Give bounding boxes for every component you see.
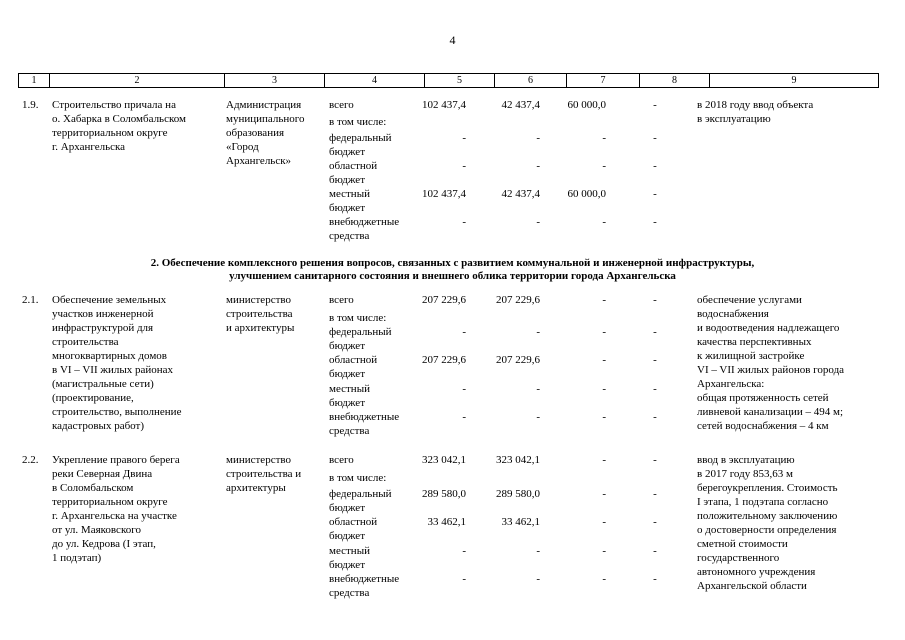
value-col8: -: [653, 573, 657, 585]
funding-source-line: местный: [329, 383, 370, 395]
funding-source-line: в том числе:: [329, 472, 387, 484]
measure-name-line: в Соломбальском: [52, 482, 134, 494]
measure-name-line: г. Архангельска: [52, 141, 126, 153]
expected-result-line: автономного учреждения: [697, 566, 816, 578]
value-col6: -: [536, 411, 540, 423]
value-col6: 33 462,1: [501, 516, 540, 528]
value-col7: 60 000,0: [567, 188, 606, 200]
expected-result-line: ливневой канализации – 494 м;: [697, 406, 844, 418]
value-col7: -: [602, 488, 606, 500]
measure-name-line: от ул. Маяковского: [52, 524, 141, 536]
expected-result-line: в 2017 году 853,63 м: [697, 468, 793, 480]
col-header: 4: [324, 74, 424, 87]
expected-result-line: в 2018 году ввод объекта: [697, 99, 814, 111]
col-header: 2: [49, 74, 224, 87]
expected-result-line: сметной стоимости: [697, 538, 788, 550]
value-col5: -: [462, 573, 466, 585]
measure-name-line: Укрепление правого берега: [52, 454, 180, 466]
value-col7: -: [602, 545, 606, 557]
funding-source-line: местный: [329, 188, 370, 200]
value-col5: -: [462, 216, 466, 228]
expected-result-line: в эксплуатацию: [697, 113, 771, 125]
funding-source-line: федеральный: [329, 326, 392, 338]
value-col8: -: [653, 99, 657, 111]
value-col7: -: [602, 216, 606, 228]
value-col7: -: [602, 160, 606, 172]
value-col6: -: [536, 573, 540, 585]
responsible-org-line: и архитектуры: [226, 322, 295, 334]
col-header: 5: [424, 74, 494, 87]
row-number: 1.9.: [22, 99, 39, 111]
value-col6: 42 437,4: [501, 99, 540, 111]
funding-source-line: в том числе:: [329, 312, 387, 324]
funding-source-line: бюджет: [329, 368, 365, 380]
measure-name-line: кадастровых работ): [52, 420, 145, 432]
funding-source-line: бюджет: [329, 397, 365, 409]
value-col5: -: [462, 545, 466, 557]
funding-source-line: всего: [329, 454, 354, 466]
col-header: 8: [639, 74, 709, 87]
row-number: 2.2.: [22, 454, 39, 466]
funding-source-line: федеральный: [329, 132, 392, 144]
measure-name-line: 1 подэтап): [52, 552, 102, 564]
expected-result-line: берегоукрепления. Стоимость: [697, 482, 838, 494]
expected-result-line: качества перспективных: [697, 336, 812, 348]
expected-result-line: к жилищной застройке: [697, 350, 805, 362]
measure-name-line: строительство, выполнение: [52, 406, 182, 418]
value-col8: -: [653, 454, 657, 466]
measure-name-line: Обеспечение земельных: [52, 294, 167, 306]
value-col6: 289 580,0: [496, 488, 540, 500]
responsible-org-line: муниципального: [226, 113, 305, 125]
col-header: 3: [224, 74, 324, 87]
funding-source-line: местный: [329, 545, 370, 557]
value-col6: -: [536, 383, 540, 395]
value-col8: -: [653, 516, 657, 528]
responsible-org-line: министерство: [226, 454, 292, 466]
responsible-org-line: «Город: [226, 141, 259, 153]
expected-result-line: общая протяженность сетей: [697, 392, 829, 404]
funding-source-line: бюджет: [329, 559, 365, 571]
value-col7: -: [602, 354, 606, 366]
value-col5: 323 042,1: [422, 454, 466, 466]
value-col7: -: [602, 454, 606, 466]
measure-name-line: (проектирование,: [52, 392, 134, 404]
value-col6: -: [536, 545, 540, 557]
responsible-org-line: Администрация: [226, 99, 302, 111]
measure-name-line: участков инженерной: [52, 308, 154, 320]
col-header: 9: [709, 74, 878, 87]
funding-source-line: всего: [329, 294, 354, 306]
value-col8: -: [653, 132, 657, 144]
value-col8: -: [653, 488, 657, 500]
value-col8: -: [653, 294, 657, 306]
measure-name-line: территориальном округе: [52, 496, 168, 508]
funding-source-line: внебюджетные: [329, 411, 400, 423]
value-col8: -: [653, 383, 657, 395]
expected-result-line: водоснабжения: [697, 308, 769, 320]
value-col8: -: [653, 545, 657, 557]
measure-name-line: реки Северная Двина: [52, 468, 153, 480]
expected-result-line: сетей водоснабжения – 4 км: [697, 420, 829, 432]
expected-result-line: положительному заключению: [697, 510, 838, 522]
measure-name-line: до ул. Кедрова (I этап,: [52, 538, 156, 550]
value-col5: 102 437,4: [422, 188, 466, 200]
measure-name-line: Строительство причала на: [52, 99, 176, 111]
value-col8: -: [653, 160, 657, 172]
funding-source-line: бюджет: [329, 202, 365, 214]
expected-result-line: VI – VII жилых районов города: [697, 364, 845, 376]
expected-result-line: о достоверности определения: [697, 524, 837, 536]
responsible-org-line: Архангельск»: [226, 155, 292, 167]
value-col8: -: [653, 216, 657, 228]
funding-source-line: областной: [329, 160, 378, 172]
funding-source-line: средства: [329, 425, 370, 437]
funding-source-line: федеральный: [329, 488, 392, 500]
expected-result-line: I этапа, 1 подэтапа согласно: [697, 496, 829, 508]
measure-name-line: в VI – VII жилых районах: [52, 364, 174, 376]
value-col6: -: [536, 132, 540, 144]
measure-name-line: (магистральные сети): [52, 378, 154, 390]
value-col8: -: [653, 354, 657, 366]
measure-name-line: многоквартирных домов: [52, 350, 167, 362]
value-col7: 60 000,0: [567, 99, 606, 111]
expected-result-line: Архангельской области: [697, 580, 807, 592]
value-col7: -: [602, 326, 606, 338]
funding-source-line: бюджет: [329, 340, 365, 352]
responsible-org-line: строительства: [226, 308, 293, 320]
value-col6: 207 229,6: [496, 354, 540, 366]
funding-source-line: бюджет: [329, 146, 365, 158]
value-col6: -: [536, 160, 540, 172]
measure-name-line: территориальном округе: [52, 127, 168, 139]
col-header: 1: [31, 75, 37, 86]
expected-result-line: ввод в эксплуатацию: [697, 454, 795, 466]
measure-name-line: инфраструктурой для: [52, 322, 154, 334]
value-col7: -: [602, 573, 606, 585]
value-col7: -: [602, 383, 606, 395]
funding-source-line: областной: [329, 354, 378, 366]
measure-name-line: г. Архангельска на участке: [52, 510, 177, 522]
value-col6: -: [536, 216, 540, 228]
funding-source-line: областной: [329, 516, 378, 528]
funding-source-line: средства: [329, 587, 370, 599]
row-number: 2.1.: [22, 294, 39, 306]
funding-source-line: бюджет: [329, 174, 365, 186]
responsible-org-line: архитектуры: [226, 482, 286, 494]
funding-source-line: внебюджетные: [329, 573, 400, 585]
value-col8: -: [653, 188, 657, 200]
value-col7: -: [602, 516, 606, 528]
value-col6: 207 229,6: [496, 294, 540, 306]
section-heading-line: 2. Обеспечение комплексного решения вопросов, связанных с развитием коммунальной и инженерной инфраструктуры,: [150, 257, 755, 269]
value-col5: 33 462,1: [427, 516, 466, 528]
value-col6: -: [536, 326, 540, 338]
value-col5: -: [462, 132, 466, 144]
funding-source-line: средства: [329, 230, 370, 242]
responsible-org-line: строительства и: [226, 468, 302, 480]
responsible-org-line: министерство: [226, 294, 292, 306]
value-col7: -: [602, 132, 606, 144]
value-col5: 102 437,4: [422, 99, 466, 111]
funding-source-line: в том числе:: [329, 116, 387, 128]
funding-source-line: внебюджетные: [329, 216, 400, 228]
responsible-org-line: образования: [226, 127, 285, 139]
value-col5: 207 229,6: [422, 294, 466, 306]
expected-result-line: Архангельска:: [697, 378, 765, 390]
value-col5: -: [462, 383, 466, 395]
page-number: 4: [449, 33, 456, 47]
expected-result-line: государственного: [697, 552, 780, 564]
col-header: 7: [566, 74, 639, 87]
value-col5: 207 229,6: [422, 354, 466, 366]
value-col5: 289 580,0: [422, 488, 466, 500]
value-col8: -: [653, 326, 657, 338]
expected-result-line: и водоотведения надлежащего: [697, 322, 840, 334]
funding-source-line: всего: [329, 99, 354, 111]
measure-name-line: о. Хабарка в Соломбальском: [52, 113, 186, 125]
value-col6: 323 042,1: [496, 454, 540, 466]
value-col7: -: [602, 411, 606, 423]
value-col5: -: [462, 160, 466, 172]
col-header: 6: [494, 74, 566, 87]
column-header-row: [18, 73, 879, 88]
section-heading-line: улучшением санитарного состояния и внешнего облика территории города Архангельска: [229, 270, 676, 282]
value-col7: -: [602, 294, 606, 306]
funding-source-line: бюджет: [329, 502, 365, 514]
value-col8: -: [653, 411, 657, 423]
value-col5: -: [462, 411, 466, 423]
funding-source-line: бюджет: [329, 530, 365, 542]
measure-name-line: строительства: [52, 336, 119, 348]
value-col5: -: [462, 326, 466, 338]
value-col6: 42 437,4: [501, 188, 540, 200]
expected-result-line: обеспечение услугами: [697, 294, 802, 306]
